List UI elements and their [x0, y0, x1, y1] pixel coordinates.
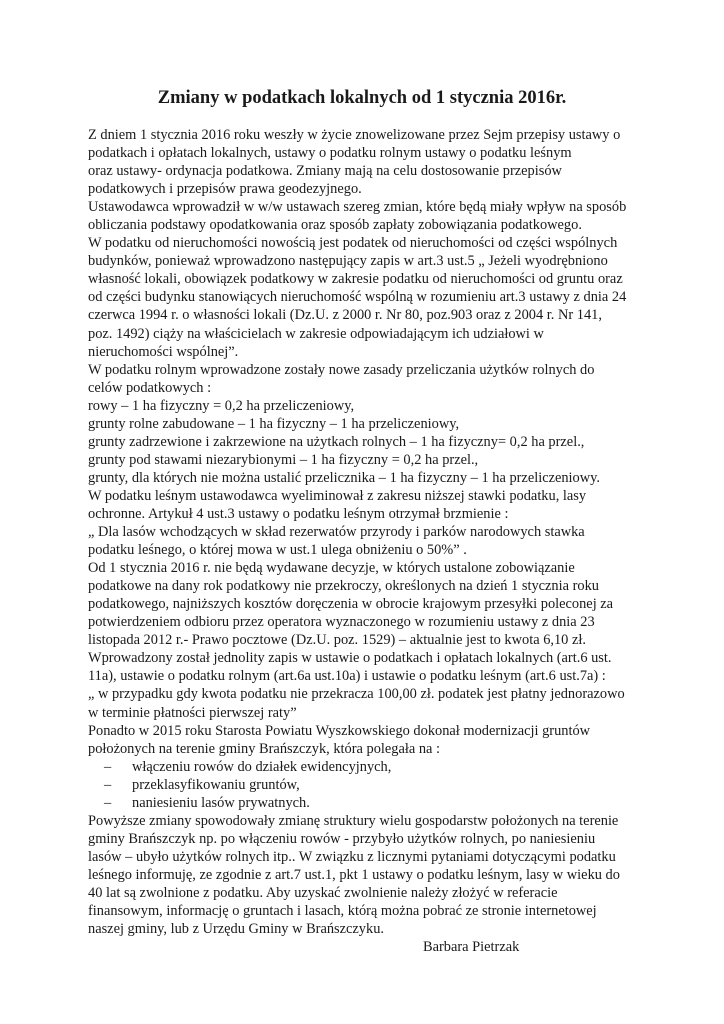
- body-line: oraz ustawy- ordynacja podatkowa. Zmiany mają na celu dostosowanie przepisów: [88, 163, 562, 180]
- body-line: leśnego informuję, ze zgodnie z art.7 ust.1, pkt 1 ustawy o podatku leśnym, lasy w wieku do: [88, 866, 620, 883]
- list-item-text: naniesieniu lasów prywatnych.: [132, 794, 310, 811]
- body-line: obliczania podstawy opodatkowania oraz sposób zapłaty zobowiązania podatkowego.: [88, 217, 582, 234]
- body-line: Ponadto w 2015 roku Starosta Powiatu Wyszkowskiego dokonał modernizacji gruntów: [88, 722, 591, 739]
- body-line: poz. 1492) ciąży na właścicielach w zakresie odpowiadającym ich udziałowi w: [88, 325, 544, 342]
- list-item-text: przeklasyfikowaniu gruntów,: [132, 776, 300, 793]
- body-line: położonych na terenie gminy Brańszczyk, która polegała na :: [88, 740, 441, 757]
- body-line: podatkach i opłatach lokalnych, ustawy o podatku rolnym ustawy o podatku leśnym: [88, 145, 572, 162]
- dash-bullet: –: [104, 776, 112, 793]
- dash-bullet: –: [104, 758, 112, 775]
- body-line: podatkowego, najniższych kosztów doręczenia w obrocie krajowym przesyłki poleconej za: [88, 596, 614, 613]
- list-item-text: włączeniu rowów do działek ewidencyjnych,: [132, 758, 392, 775]
- body-line: Od 1 stycznia 2016 r. nie będą wydawane decyzje, w których ustalone zobowiązanie: [88, 560, 575, 577]
- document-title: Zmiany w podatkach lokalnych od 1 stycznia 2016r.: [157, 88, 567, 108]
- body-line: „ Dla lasów wchodzących w skład rezerwatów przyrody i parków narodowych stawka: [88, 524, 585, 541]
- body-line: potwierdzeniem odbioru przez operatora wyznaczonego w rozumieniu ustawy z dnia 23: [88, 614, 595, 631]
- body-line: W podatku rolnym wprowadzone zostały nowe zasady przeliczania użytków rolnych do: [88, 361, 595, 378]
- body-line: W podatku od nieruchomości nowością jest podatek od nieruchomości od części wspólnych: [88, 235, 618, 252]
- body-line: grunty zadrzewione i zakrzewione na użytkach rolnych – 1 ha fizyczny= 0,2 ha przel.,: [88, 433, 585, 450]
- body-line: Z dniem 1 stycznia 2016 roku weszły w życie znowelizowane przez Sejm przepisy ustawy o: [88, 127, 621, 143]
- body-line: podatku leśnego, o której mowa w ust.1 ulega obniżeniu o 50%” .: [88, 542, 467, 559]
- body-line: Wprowadzony został jednolity zapis w ustawie o podatkach i opłatach lokalnych (art.6 ust.: [88, 650, 612, 667]
- body-line: własność lokali, obowiązek podatkowy w zakresie podatku od nieruchomości od gruntu oraz: [88, 271, 623, 288]
- body-line: listopada 2012 r.- Prawo pocztowe (Dz.U. poz. 1529) – aktualnie jest to kwota 6,10 zł.: [88, 632, 586, 649]
- body-line: gminy Brańszczyk np. po włączeniu rowów - przybyło użytków rolnych, po naniesieniu: [88, 830, 596, 847]
- dash-bullet: –: [104, 794, 112, 811]
- body-line: 40 lat są zwolnione z podatku. Aby uzyskać zwolnienie należy złożyć w referacie: [88, 884, 558, 901]
- body-line: lasów – ubyło użytków rolnych itp.. W związku z licznymi pytaniami dotyczącymi podatku: [88, 848, 616, 865]
- body-line: celów podatkowych :: [88, 379, 212, 396]
- body-line: naszej gminy, lub z Urzędu Gminy w Brańszczyku.: [88, 921, 384, 938]
- body-line: podatkowe na dany rok podatkowy nie przekroczy, określonych na dzień 1 stycznia roku: [88, 578, 599, 595]
- body-line: nieruchomości wspólnej”.: [88, 343, 239, 360]
- body-line: Powyższe zmiany spowodowały zmianę struktury wielu gospodarstw położonych na terenie: [88, 812, 619, 829]
- body-line: grunty rolne zabudowane – 1 ha fizyczny – 1 ha przeliczeniowy,: [88, 415, 460, 432]
- body-line: Ustawodawca wprowadził w w/w ustawach szereg zmian, które będą miały wpływ na sposób: [88, 199, 627, 216]
- body-line: 11a), ustawie o podatku rolnym (art.6a ust.10a) i ustawie o podatku leśnym (art.6 ust.7a) :: [88, 668, 606, 685]
- body-line: grunty, dla których nie można ustalić przelicznika – 1 ha fizyczny – 1 ha przeliczeniowy.: [88, 469, 600, 486]
- body-line: budynków, ponieważ wprowadzono następujący zapis w art.3 ust.5 „ Jeżeli wyodrębniono: [88, 253, 608, 270]
- body-line: w terminie płatności pierwszej raty”: [88, 704, 297, 721]
- body-line: „ w przypadku gdy kwota podatku nie przekracza 100,00 zł. podatek jest płatny jednorazowo: [88, 686, 625, 703]
- body-line: od części budynku stanowiących nieruchomość wspólną w rozumieniu art.3 ustawy z dnia 24: [88, 289, 627, 306]
- author-signature: Barbara Pietrzak: [423, 939, 520, 956]
- body-line: rowy – 1 ha fizyczny = 0,2 ha przeliczeniowy,: [88, 397, 355, 414]
- list-item: [88, 794, 648, 812]
- body-line: finansowym, informację o gruntach i lasach, którą można pobrać ze stronie internetowej: [88, 903, 597, 920]
- body-line: W podatku leśnym ustawodawca wyeliminował z zakresu niższej stawki podatku, lasy: [88, 487, 587, 504]
- body-line: grunty pod stawami niezarybionymi – 1 ha fizyczny = 0,2 ha przel.,: [88, 451, 479, 468]
- list-item: [88, 776, 648, 794]
- list-item: [88, 758, 648, 776]
- body-line: czerwca 1994 r. o własności lokali (Dz.U. z 2000 r. Nr 80, poz.903 oraz z 2004 r. Nr 141,: [88, 307, 602, 324]
- body-line: podatkowych i przepisów prawa geodezyjnego.: [88, 181, 362, 198]
- body-line: ochronne. Artykuł 4 ust.3 ustawy o podatku leśnym otrzymał brzmienie :: [88, 505, 509, 522]
- document-body: [88, 126, 648, 956]
